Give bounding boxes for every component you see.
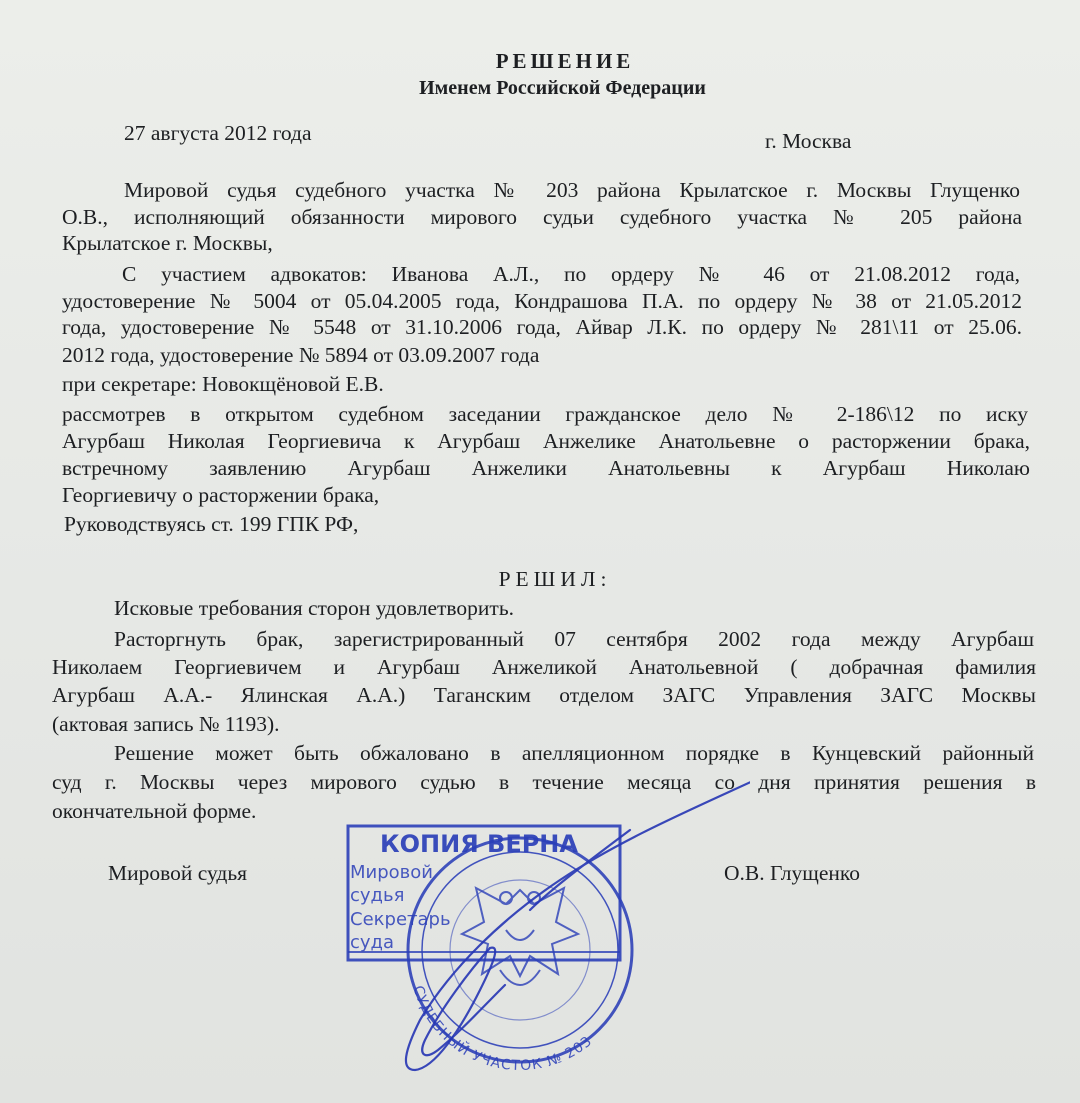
signature-name: О.В. Глущенко xyxy=(724,861,860,885)
intro-line: Георгиевичу о расторжении брака, xyxy=(62,483,380,507)
decision-line: Исковые требования сторон удовлетворить. xyxy=(114,596,515,620)
seal-arc-text: СУДЕБНЫЙ УЧАСТОК № 203 xyxy=(409,983,596,1075)
decision-line: Расторгнуть брак, зарегистрированный 07 сентября 2002 года между Агурбаш xyxy=(114,627,1034,651)
decision-line: окончательной форме. xyxy=(52,799,257,823)
decision-line: (актовая запись № 1193). xyxy=(52,712,280,736)
stamp-line: Секретарь xyxy=(350,909,451,930)
document-subtitle: Именем Российской Федерации xyxy=(419,77,706,99)
intro-line: О.В., исполняющий обязанности мирового судьи судебного участка № 205 района xyxy=(62,205,1022,229)
stamp-line: Мировой xyxy=(350,862,433,883)
intro-line: удостоверение № 5004 от 05.04.2005 года, Кондрашова П.А. по ордеру № 38 от 21.05.2012 xyxy=(62,289,1022,313)
decision-line: Агурбаш А.А.- Ялинская А.А.) Таганским отделом ЗАГС Управления ЗАГС Москвы xyxy=(52,683,1036,707)
handwritten-signature xyxy=(406,780,750,1070)
intro-line: С участием адвокатов: Иванова А.Л., по ордеру № 46 от 21.08.2012 года, xyxy=(122,262,1020,286)
coat-of-arms-icon xyxy=(462,888,578,985)
intro-line: года, удостоверение № 5548 от 31.10.2006 года, Айвар Л.К. по ордеру № 281\11 от 25.06. xyxy=(62,315,1022,339)
intro-line: рассмотрев в открытом судебном заседании гражданское дело № 2-186\12 по иску xyxy=(62,402,1028,426)
intro-line: Руководствуясь ст. 199 ГПК РФ, xyxy=(64,512,359,536)
intro-line: встречному заявлению Агурбаш Анжелики Анатольевны к Агурбаш Николаю xyxy=(62,456,1030,480)
document-city: г. Москва xyxy=(765,129,852,153)
stamp-title: КОПИЯ ВЕРНА xyxy=(380,830,578,858)
stamp-line: суда xyxy=(350,932,395,953)
intro-line: Крылатское г. Москвы, xyxy=(62,231,273,255)
intro-line: Агурбаш Николая Георгиевича к Агурбаш Анжелике Анатольевне о расторжении брака, xyxy=(62,429,1030,453)
decision-heading: РЕШИЛ: xyxy=(498,567,612,591)
court-seal-stamp xyxy=(330,770,750,1090)
intro-line: при секретаре: Новокщёновой Е.В. xyxy=(62,372,384,396)
document-date: 27 августа 2012 года xyxy=(124,121,312,145)
signature-role: Мировой судья xyxy=(108,861,248,885)
decision-line: суд г. Москвы через мирового судью в течение месяца со дня принятия решения в xyxy=(52,770,1036,794)
decision-line: Решение может быть обжаловано в апелляционном порядке в Кунцевский районный xyxy=(114,741,1034,765)
intro-line: Мировой судья судебного участка № 203 района Крылатское г. Москвы Глущенко xyxy=(124,178,1020,202)
document-title: РЕШЕНИЕ xyxy=(495,49,635,73)
stamp-line: судья xyxy=(350,885,405,906)
decision-line: Николаем Георгиевичем и Агурбаш Анжеликой Анатольевной ( добрачная фамилия xyxy=(52,655,1036,679)
svg-text:СУДЕБНЫЙ УЧАСТОК № 203 xyxy=(410,984,596,1074)
intro-line: 2012 года, удостоверение № 5894 от 03.09.2007 года xyxy=(62,343,540,367)
